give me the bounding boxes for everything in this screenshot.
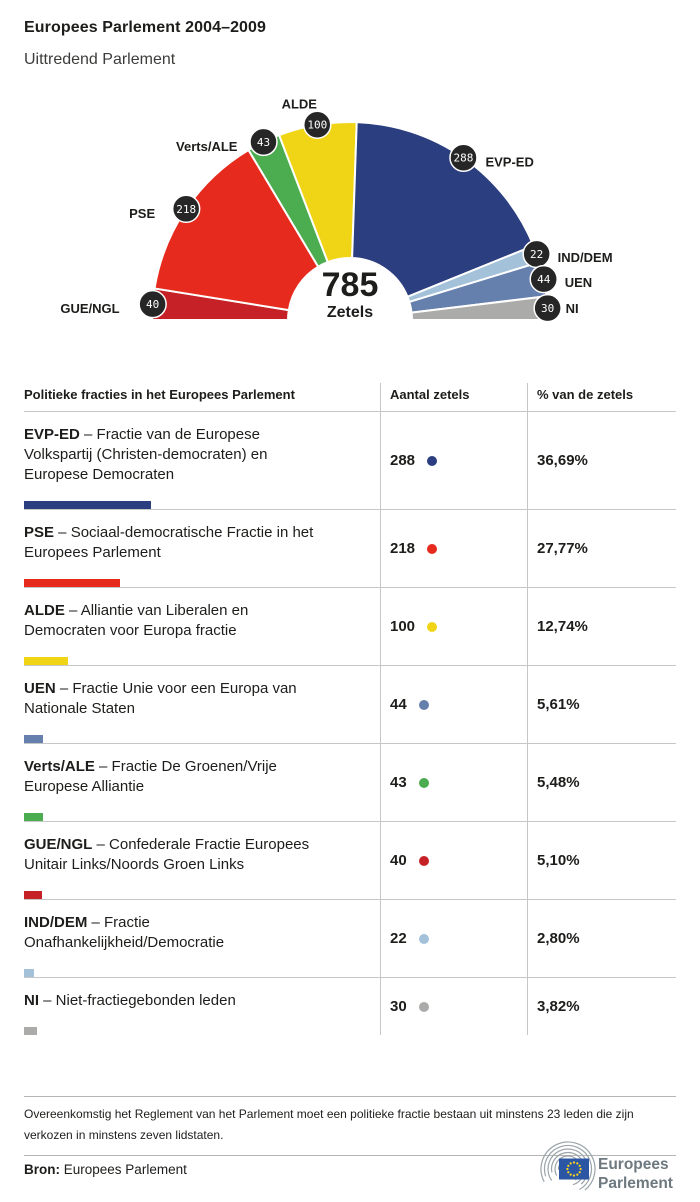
fraction-row-verts-ale	[24, 744, 676, 822]
fraction-row-ni	[24, 978, 676, 1035]
fraction-abbr: ALDE	[24, 602, 65, 619]
fraction-name: NI – Niet-fractiegebonden leden	[24, 992, 236, 1009]
fraction-row-gue-ngl	[24, 822, 676, 900]
share-bar	[24, 1027, 37, 1035]
badge-value-gue-ngl: 40	[146, 298, 160, 312]
share-bar	[24, 813, 43, 821]
table-body	[24, 412, 676, 1035]
badge-value-uen: 44	[537, 273, 551, 287]
pct-value: 5,61%	[537, 696, 580, 713]
pct-value: 2,80%	[537, 930, 580, 947]
seats-cell	[380, 744, 527, 821]
fraction-row-pse	[24, 510, 676, 588]
seats-value: 22	[390, 930, 407, 947]
fraction-name: GUE/NGL – Confederale Fractie Europees Unitair Links/Noords Groen Links	[24, 836, 310, 873]
seats-cell	[380, 510, 527, 587]
share-bar	[24, 969, 34, 977]
total-seats-value: 785	[321, 266, 379, 304]
party-color-dot	[419, 1002, 429, 1012]
badge-value-ni: 30	[541, 302, 555, 316]
fraction-row-alde	[24, 588, 676, 666]
segment-label-ind-dem: IND/DEM	[557, 249, 613, 265]
fraction-row-ind-dem	[24, 900, 676, 978]
footnote: Overeenkomstig het Reglement van het Parlement moet een politieke fractie bestaan uit minstens 23 leden die zijn verkozen in minstens zeven lidstaten.	[24, 1096, 676, 1156]
page-subtitle: Uittredend Parlement	[24, 51, 176, 68]
pct-value: 3,82%	[537, 998, 580, 1015]
logo-text-line2: Parlement	[598, 1175, 673, 1192]
table-header-fractions: Politieke fracties in het Europees Parlement	[24, 387, 295, 402]
logo-text-line1: Europees	[598, 1156, 669, 1173]
badge-value-verts-ale: 43	[256, 135, 271, 149]
table-header-pct: % van de zetels	[537, 387, 634, 402]
source-value: Europees Parlement	[63, 1162, 187, 1177]
europees-parlement-logo	[528, 1140, 694, 1200]
table-header-row	[24, 383, 676, 412]
segment-label-evp-ed: EVP-ED	[485, 154, 534, 170]
seats-cell	[380, 412, 527, 509]
total-seats-label: Zetels	[326, 304, 374, 321]
fraction-abbr: NI	[24, 992, 39, 1009]
fraction-name: ALDE – Alliantie van Liberalen en Democraten voor Europa fractie	[24, 602, 249, 639]
fraction-name: PSE – Sociaal-democratische Fractie in het Europees Parlement	[24, 524, 314, 561]
seats-cell	[380, 666, 527, 743]
badge-value-alde: 100	[307, 118, 328, 132]
pct-value: 5,10%	[537, 852, 580, 869]
party-color-dot	[419, 856, 429, 866]
seats-value: 100	[390, 618, 416, 635]
seats-value: 40	[390, 852, 407, 869]
share-bar	[24, 735, 43, 743]
seats-cell	[380, 588, 527, 665]
fraction-row-evp-ed	[24, 412, 676, 510]
pct-value: 27,77%	[537, 540, 588, 557]
segment-label-pse: PSE	[129, 205, 156, 221]
fraction-abbr: Verts/ALE	[24, 758, 95, 775]
seats-value: 30	[390, 998, 407, 1015]
seats-cell	[380, 900, 527, 977]
fraction-abbr: UEN	[24, 680, 56, 697]
share-bar	[24, 579, 120, 587]
fractions-table	[24, 383, 676, 1035]
party-color-dot	[427, 544, 437, 554]
pct-value: 12,74%	[537, 618, 588, 635]
segment-label-ni: NI	[565, 301, 579, 317]
seats-value: 43	[390, 774, 407, 791]
badge-value-evp-ed: 288	[453, 151, 474, 165]
share-bar	[24, 891, 42, 899]
fraction-name: IND/DEM – Fractie Onafhankelijkheid/Democratie	[24, 914, 225, 951]
pct-value: 36,69%	[537, 452, 588, 469]
seats-cell	[380, 978, 527, 1035]
party-color-dot	[419, 934, 429, 944]
seats-value: 218	[390, 540, 416, 557]
segment-label-alde: ALDE	[281, 96, 317, 112]
column-divider	[380, 383, 381, 1035]
fraction-row-uen	[24, 666, 676, 744]
fraction-name: UEN – Fractie Unie voor een Europa van Nationale Staten	[24, 680, 297, 717]
segment-label-gue-ngl: GUE/NGL	[60, 301, 120, 317]
pct-value: 5,48%	[537, 774, 580, 791]
column-divider	[527, 383, 528, 1035]
source-line	[24, 1162, 187, 1177]
page-title: Europees Parlement 2004–2009	[24, 19, 267, 36]
source-label: Bron:	[24, 1162, 60, 1177]
share-bar	[24, 501, 151, 509]
party-color-dot	[427, 456, 437, 466]
table-header-seats: Aantal zetels	[390, 387, 470, 402]
fraction-name: EVP-ED – Fractie van de Europese Volkspartij (Christen-democraten) en Europese Democraten	[24, 426, 268, 483]
badge-value-pse: 218	[176, 202, 197, 216]
fraction-name: Verts/ALE – Fractie De Groenen/Vrije Europese Alliantie	[24, 758, 277, 795]
hemicycle-chart	[0, 0, 700, 345]
fraction-abbr: GUE/NGL	[24, 836, 93, 853]
eu-flag-icon	[559, 1159, 589, 1180]
party-color-dot	[419, 778, 429, 788]
share-bar	[24, 657, 68, 665]
badge-value-ind-dem: 22	[530, 247, 544, 261]
fraction-abbr: IND/DEM	[24, 914, 88, 931]
party-color-dot	[427, 622, 437, 632]
party-color-dot	[419, 700, 429, 710]
segment-label-verts-ale: Verts/ALE	[176, 138, 238, 154]
fraction-abbr: PSE	[24, 524, 55, 541]
segment-label-uen: UEN	[564, 275, 593, 291]
seats-value: 44	[390, 696, 407, 713]
seats-value: 288	[390, 452, 416, 469]
fraction-abbr: EVP-ED	[24, 426, 80, 443]
seats-cell	[380, 822, 527, 899]
